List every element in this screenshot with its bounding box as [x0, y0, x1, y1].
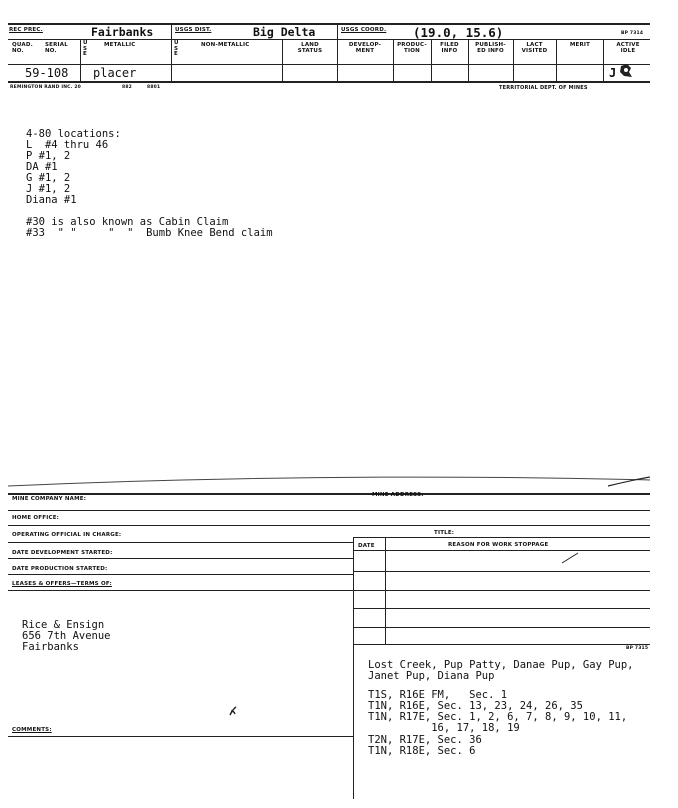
date-col-divider [385, 537, 386, 644]
note-line: DA #1 [26, 161, 58, 173]
metallic-label: METALLIC [104, 42, 136, 48]
claims-line: Lost Creek, Pup Patty, Danae Pup, Gay Pup, [368, 659, 634, 671]
rule [8, 736, 353, 737]
rec-prec-value: Fairbanks [91, 25, 154, 39]
rule [353, 550, 650, 551]
check-mark-icon [560, 552, 580, 564]
rule [8, 558, 353, 559]
header-divider [337, 23, 338, 39]
usgs-coord-value: (19.0, 15.6) [413, 25, 504, 40]
stamp-mark-icon [619, 63, 633, 79]
rule [353, 571, 650, 572]
active-idle-label: ACTIVE IDLE [616, 42, 640, 54]
note-line: 4-80 locations: [26, 128, 121, 140]
rule [8, 510, 650, 511]
rule [353, 608, 650, 609]
location-block [368, 690, 627, 757]
active-mark: J [609, 66, 617, 80]
quad-serial-value: 59-108 [25, 66, 69, 80]
date-development-label: DATE DEVELOPMENT STARTED: [12, 550, 113, 556]
non-metallic-label: NON-METALLIC [201, 42, 250, 48]
form-number-top: BP 7314 [621, 31, 644, 36]
land-status-label: LAND STATUS [297, 42, 323, 54]
rule [8, 542, 353, 543]
rule [353, 644, 650, 645]
rule [353, 537, 650, 538]
title-label: TITLE: [434, 530, 455, 536]
pencil-mark-icon [228, 705, 238, 717]
claims-block [368, 660, 634, 682]
usgs-dist-label: USGS DIST. [175, 27, 212, 33]
header-divider [282, 39, 283, 81]
location-line: T1S, R16E FM, Sec. 1 [368, 689, 508, 701]
serial-no-label: SERIAL NO. [45, 42, 68, 54]
header-row-rule [8, 64, 650, 65]
header-divider [393, 39, 394, 81]
header-divider [468, 39, 469, 81]
home-office-label: HOME OFFICE: [12, 515, 60, 521]
owner-line: Fairbanks [22, 641, 79, 653]
printer-num-1: 882 [122, 85, 132, 90]
production-label: PRODUC- TION [397, 42, 427, 54]
claims-line: Janet Pup, Diana Pup [368, 670, 495, 682]
header-divider [171, 39, 172, 81]
comments-label: COMMENTS: [12, 727, 52, 733]
merit-label: MERIT [569, 42, 591, 48]
rule [8, 574, 353, 575]
location-line: T1N, R18E, Sec. 6 [368, 745, 476, 757]
development-label: DEVELOP- MENT [348, 42, 382, 54]
rec-prec-label: REC PREC. [9, 27, 43, 33]
filed-info-label: FILED INFO [440, 42, 459, 54]
date-label: DATE [358, 543, 375, 549]
last-visited-label: LACT VISITED [521, 42, 548, 54]
rule [8, 525, 650, 526]
date-col-divider [353, 537, 354, 644]
note-line: L #4 thru 46 [26, 139, 109, 151]
header-divider [80, 39, 81, 81]
quad-no-label: QUAD. NO. [12, 42, 33, 54]
rule [8, 590, 353, 591]
owner-line: 656 7th Avenue [22, 630, 111, 642]
owner-block [22, 620, 111, 653]
leases-label: LEASES & OFFERS—TERMS OF: [12, 581, 112, 587]
card-edge [8, 472, 650, 492]
header-divider [603, 39, 604, 81]
reason-label: REASON FOR WORK STOPPAGE [448, 542, 549, 548]
note-line: Diana #1 [26, 194, 77, 206]
usgs-dist-value: Big Delta [253, 25, 316, 39]
operating-official-label: OPERATING OFFICIAL IN CHARGE: [12, 532, 122, 538]
published-info-label: PUBLISH- ED INFO [475, 42, 506, 54]
usgs-coord-label: USGS COORD. [341, 27, 387, 33]
rule [353, 590, 650, 591]
rule [353, 627, 650, 628]
note-line: #30 is also known as Cabin Claim [26, 216, 229, 228]
header-bottom-rule [8, 81, 650, 83]
header-divider [431, 39, 432, 81]
location-line: 16, 17, 18, 19 [368, 722, 520, 734]
header-divider [171, 23, 172, 39]
note-line: P #1, 2 [26, 150, 71, 162]
notes-block [26, 129, 273, 239]
header-divider [513, 39, 514, 81]
location-line: T2N, R17E, Sec. 36 [368, 734, 482, 746]
form-number-bottom: BP 7315 [626, 646, 649, 651]
territorial-dept: TERRITORIAL DEPT. OF MINES [499, 85, 588, 91]
header-mid-rule [8, 39, 650, 40]
header-divider [337, 39, 338, 81]
location-line: T1N, R16E, Sec. 13, 23, 24, 26, 35 [368, 700, 583, 712]
printer-imprint: REMINGTON RAND INC. 20 [10, 85, 81, 90]
mine-address-label: MINE ADDRESS: [372, 492, 424, 498]
note-line: G #1, 2 [26, 172, 71, 184]
printer-num-2: 8801 [147, 85, 161, 90]
note-line: #33 " " " " Bumb Knee Bend claim [26, 227, 273, 239]
use-nonmetallic-marker: U S E [174, 40, 179, 57]
rule [8, 493, 650, 495]
location-line: T1N, R17E, Sec. 1, 2, 6, 7, 8, 9, 10, 11, [368, 711, 628, 723]
mine-company-name-label: MINE COMPANY NAME: [12, 496, 87, 502]
header-divider [556, 39, 557, 81]
date-production-label: DATE PRODUCTION STARTED: [12, 566, 108, 572]
use-metallic-marker: U S E [83, 40, 88, 57]
note-line: J #1, 2 [26, 183, 71, 195]
metallic-value: placer [93, 66, 137, 80]
owner-line: Rice & Ensign [22, 619, 105, 631]
right-section-divider [353, 644, 354, 799]
